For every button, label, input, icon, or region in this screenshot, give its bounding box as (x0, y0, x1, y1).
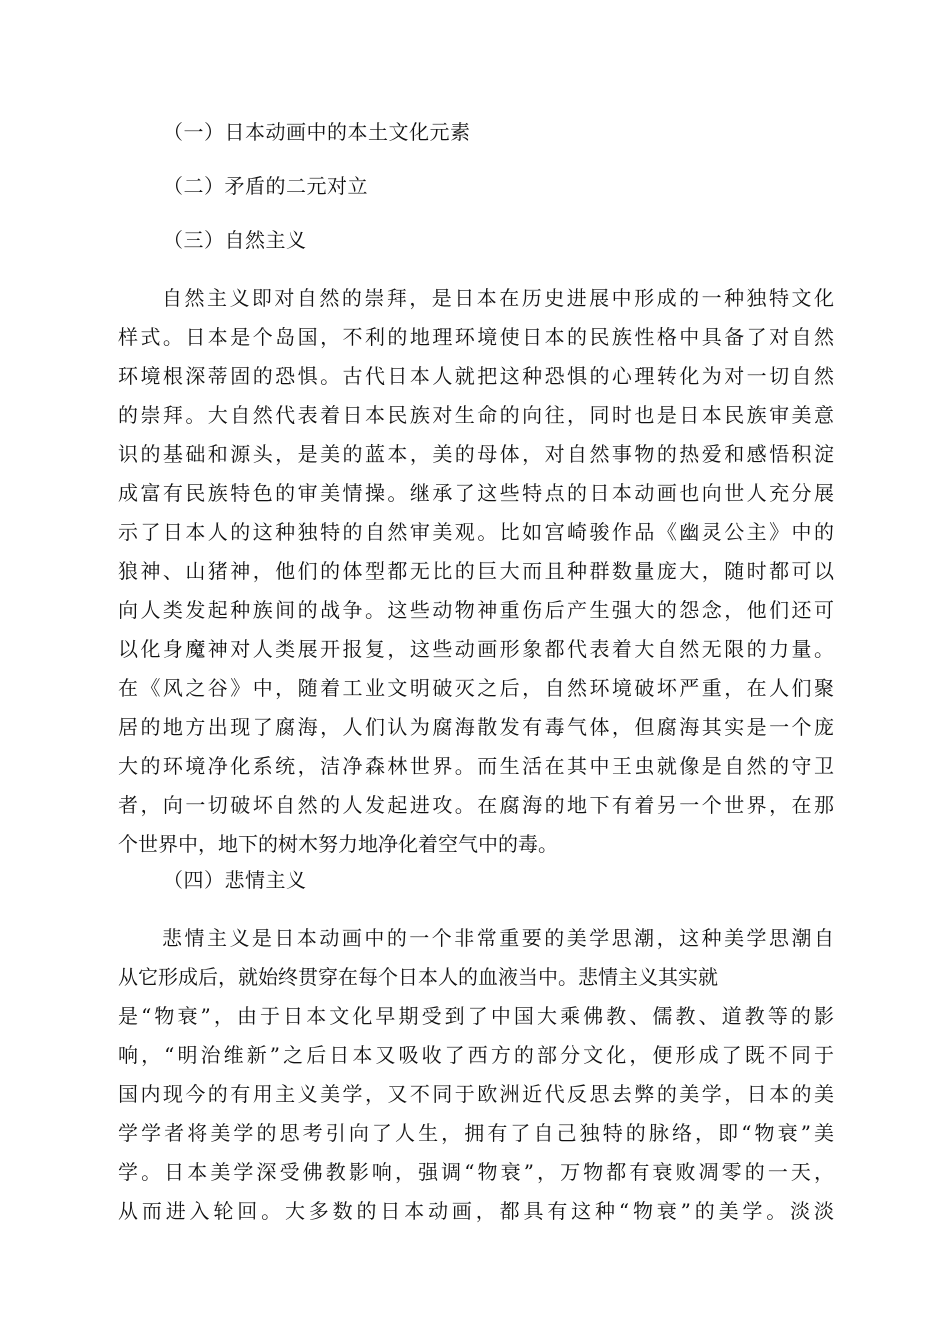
paragraph-line: 在《风之谷》中，随着工业文明破灭之后，自然环境破坏严重，在人们聚 (118, 676, 834, 700)
paragraph-line: 向人类发起种族间的战争。这些动物神重伤后产生强大的怨念，他们还可 (118, 598, 834, 622)
section-heading-1: （一）日本动画中的本土文化元素 (163, 120, 471, 144)
paragraph-line: 从它形成后，就始终贯穿在每个日本人的血液当中。悲情主义其实就 (118, 965, 718, 989)
paragraph-line: 是“物衰”，由于日本文化早期受到了中国大乘佛教、儒教、道教等的影 (118, 1004, 834, 1028)
paragraph-line: 环境根深蒂固的恐惧。古代日本人就把这种恐惧的心理转化为对一切自然 (118, 364, 834, 388)
section-heading-3: （三）自然主义 (163, 228, 307, 252)
paragraph-line: 从而进入轮回。大多数的日本动画，都具有这种“物衰”的美学。淡淡 (118, 1199, 834, 1223)
paragraph-line: 学。日本美学深受佛教影响，强调“物衰”，万物都有衰败凋零的一天， (118, 1160, 834, 1184)
paragraph-line: 响，“明治维新”之后日本又吸收了西方的部分文化，便形成了既不同于 (118, 1043, 834, 1067)
paragraph-line: 居的地方出现了腐海，人们认为腐海散发有毒气体，但腐海其实是一个庞 (118, 715, 834, 739)
paragraph-sentimentalism (118, 919, 834, 1231)
paragraph-line: 自然主义即对自然的崇拜，是日本在历史进展中形成的一种独特文化 (162, 286, 834, 310)
paragraph-line: 悲情主义是日本动画中的一个非常重要的美学思潮，这种美学思潮自 (162, 926, 834, 950)
paragraph-line: 以化身魔神对人类展开报复，这些动画形象都代表着大自然无限的力量。 (118, 637, 834, 661)
paragraph-line: 示了日本人的这种独特的自然审美观。比如宫崎骏作品《幽灵公主》中的 (118, 520, 834, 544)
paragraph-line: 大的环境净化系统，洁净森林世界。而生活在其中王虫就像是自然的守卫 (118, 754, 834, 778)
paragraph-line: 国内现今的有用主义美学，又不同于欧洲近代反思去弊的美学，日本的美 (118, 1082, 834, 1106)
paragraph-line: 样式。日本是个岛国，不利的地理环境使日本的民族性格中具备了对自然 (118, 325, 834, 349)
paragraph-line: 狼神、山猪神，他们的体型都无比的巨大而且种群数量庞大，随时都可以 (118, 559, 834, 583)
paragraph-naturalism (118, 279, 834, 864)
paragraph-line: 识的基础和源头，是美的蓝本，美的母体，对自然事物的热爱和感悟积淀 (118, 442, 834, 466)
section-heading-2: （二）矛盾的二元对立 (163, 174, 368, 198)
paragraph-line: 成富有民族特色的审美情操。继承了这些特点的日本动画也向世人充分展 (118, 481, 834, 505)
paragraph-line: 者，向一切破坏自然的人发起进攻。在腐海的地下有着另一个世界，在那 (118, 793, 834, 817)
paragraph-line: 学学者将美学的思考引向了人生，拥有了自己独特的脉络，即“物衰”美 (118, 1121, 834, 1145)
section-heading-4: （四）悲情主义 (163, 868, 307, 892)
paragraph-line: 的崇拜。大自然代表着日本民族对生命的向往，同时也是日本民族审美意 (118, 403, 834, 427)
paragraph-line: 个世界中，地下的树木努力地净化着空气中的毒。 (118, 832, 558, 856)
